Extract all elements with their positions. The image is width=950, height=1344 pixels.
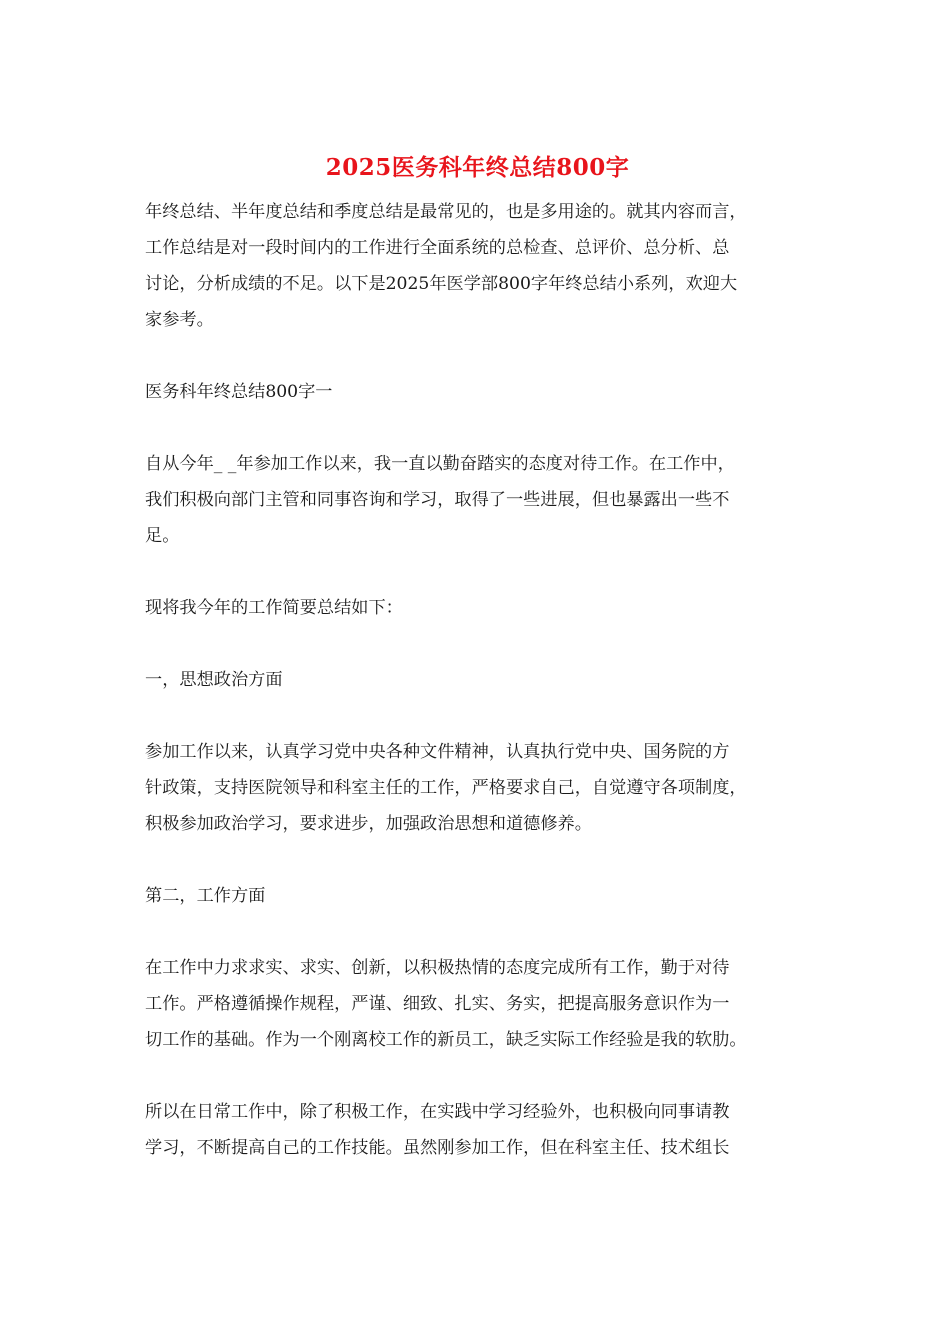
paragraph-spacer [145,842,810,878]
paragraph-line: 参加工作以来，认真学习党中央各种文件精神，认真执行党中央、国务院的方 [145,742,730,762]
paragraph-line: 工作。严格遵循操作规程，严谨、细致、扎实、务实，把提高服务意识作为一 [145,994,730,1014]
paragraph-line: 年终总结、半年度总结和季度总结是最常见的，也是多用途的。就其内容而言， [145,202,747,222]
paragraph [145,374,810,410]
paragraph-spacer [145,554,810,590]
paragraph-line: 工作总结是对一段时间内的工作进行全面系统的总检查、总评价、总分析、总 [145,238,730,258]
paragraph-line: 第二，工作方面 [145,886,266,906]
paragraph-line: 医务科年终总结800字一 [145,382,333,402]
paragraph-line: 家参考。 [145,310,214,330]
paragraph-line: 针政策，支持医院领导和科室主任的工作，严格要求自己，自觉遵守各项制度， [145,778,747,798]
paragraph-spacer [145,914,810,950]
paragraph [145,734,810,842]
paragraph-spacer [145,698,810,734]
paragraph-line: 切工作的基础。作为一个刚离校工作的新员工，缺乏实际工作经验是我的软肋。 [145,1030,747,1050]
paragraph-spacer [145,1058,810,1094]
document-body [145,194,810,1166]
document-page [145,148,810,1166]
paragraph-line: 足。 [145,526,180,546]
paragraph [145,194,810,338]
paragraph [145,446,810,554]
paragraph-line: 自从今年_ _年参加工作以来，我一直以勤奋踏实的态度对待工作。在工作中， [145,454,735,474]
paragraph [145,662,810,698]
paragraph [145,878,810,914]
paragraph-line: 现将我今年的工作简要总结如下： [145,598,403,618]
paragraph-line: 所以在日常工作中，除了积极工作，在实践中学习经验外，也积极向同事请教 [145,1102,730,1122]
paragraph-line: 一，思想政治方面 [145,670,283,690]
paragraph-spacer [145,410,810,446]
paragraph-line: 我们积极向部门主管和同事咨询和学习，取得了一些进展，但也暴露出一些不 [145,490,730,510]
paragraph-spacer [145,626,810,662]
document-title: 2025医务科年终总结800字 [325,154,630,181]
paragraph-spacer [145,338,810,374]
paragraph-line: 讨论，分析成绩的不足。以下是2025年医学部800字年终总结小系列，欢迎大 [145,274,738,294]
paragraph-line: 学习，不断提高自己的工作技能。虽然刚参加工作，但在科室主任、技术组长 [145,1138,730,1158]
paragraph-line: 积极参加政治学习，要求进步，加强政治思想和道德修养。 [145,814,592,834]
paragraph [145,950,810,1058]
paragraph-line: 在工作中力求求实、求实、创新，以积极热情的态度完成所有工作，勤于对待 [145,958,730,978]
paragraph [145,590,810,626]
paragraph [145,1094,810,1166]
